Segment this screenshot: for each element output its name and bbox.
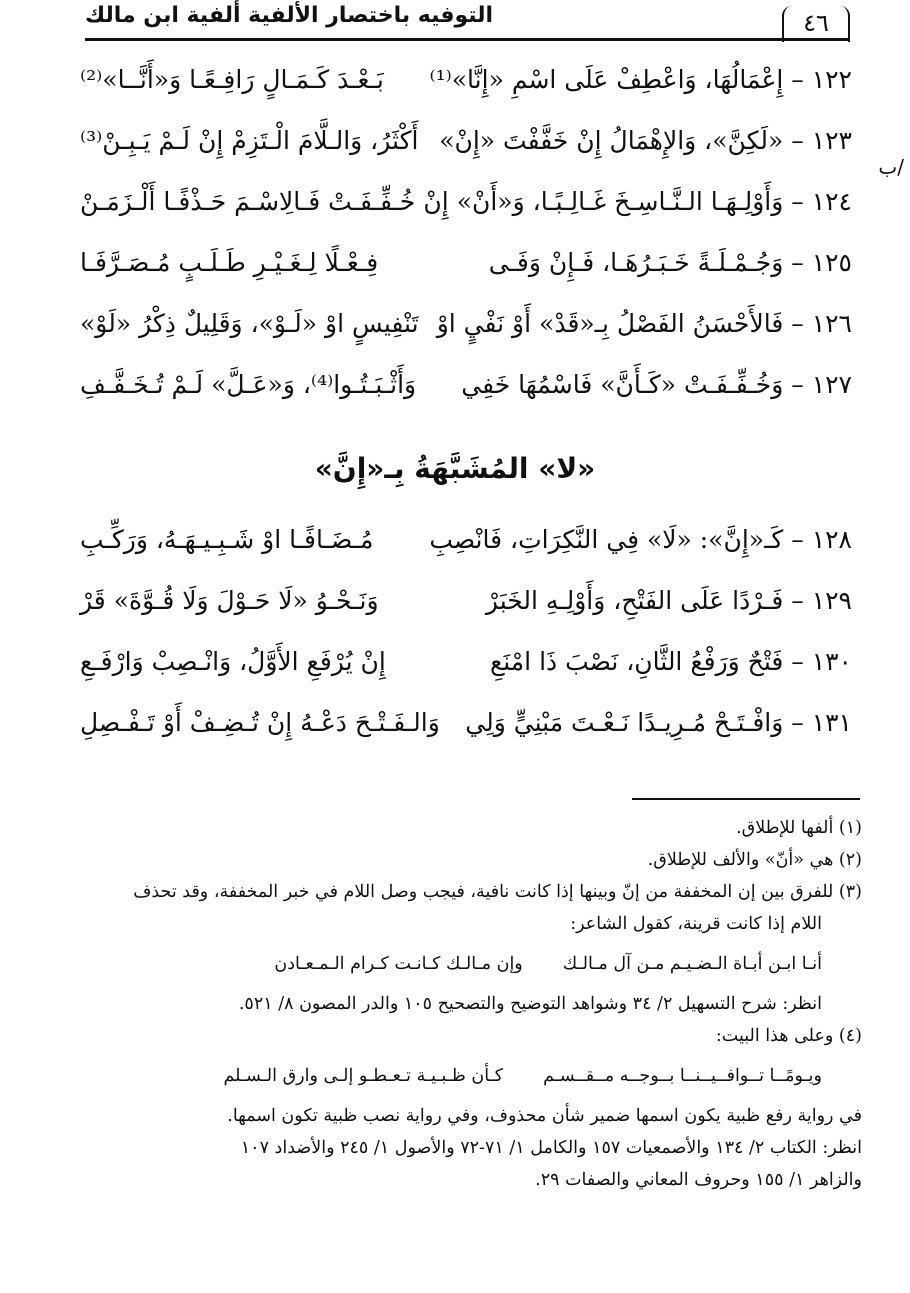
verse-second-hemistich: مُـضَـافًـا اوْ شَـبِـيـهَـهُ، وَرَكِّـبِ: [80, 525, 374, 554]
footnote-3-continuation: اللام إذا كانت قرينة، كقول الشاعر:: [570, 914, 822, 934]
running-title: التوفيه باختصار الألفية ألفية ابن مالك: [85, 3, 494, 28]
verse-second-hemistich: وَالـفَـتْـحَ دَعْـهُ إِنْ تُـضِـفْ أَوْ تَـفْـصِلِ: [80, 708, 440, 737]
verse-first-hemistich: ١٢٢ – إِعْمَالُهَا، وَاعْطِفْ عَلَى اسْمِ «إِنَّا»⁽¹⁾: [429, 65, 852, 94]
verse-second-hemistich: تَنْفِيسٍ اوْ «لَـوْ»، وَقَلِيلٌ ذِكْرُ «لَوْ»: [80, 309, 419, 338]
footnote-separator: [632, 798, 860, 800]
footnote-2: (٢) هي «أنّ» والألف للإطلاق.: [647, 850, 862, 870]
verse: [80, 632, 852, 693]
verses-part2: [80, 510, 852, 754]
verse-first-hemistich: ١٢٣ – «لَكِنَّ»، وَالإِهْمَالُ إِنْ خَفَّفْتَ «إِنْ»: [439, 126, 852, 155]
verse-first-hemistich: ١٢٩ – فَـرْدًا عَلَى الفَتْحِ، وَأَوْلِـهِ الخَبَرْ: [485, 586, 852, 615]
footnote-1: (١) ألفها للإطلاق.: [736, 818, 862, 838]
section-title: «لا» المُشَبَّهَةُ بِـ«إِنَّ»: [314, 452, 596, 485]
verse: [80, 111, 852, 172]
page-header: [85, 2, 850, 42]
verse: [80, 693, 852, 754]
verse-first-hemistich: ١٢٧ – وَخُـفِّـفَـتْ «كَـأَنَّ» فَاسْمُهَا خَفِي: [461, 370, 852, 399]
verse-first-hemistich: ١٢٦ – فَالأَحْسَنُ الفَصْلُ بِـ«قَدْ» أَوْ نَفْيٍ اوْ: [436, 309, 852, 338]
footnotes: [88, 812, 862, 1196]
margin-note: ب/: [878, 155, 904, 179]
verse-second-hemistich: إِنْ خُـفِّـفَـتْ فَـالِاسْـمَ حَـذْفًـا أَلْـزَمَـنْ: [80, 187, 449, 216]
poem-second-hemistich: وإن مـالـك كـانـت كـرام الـمـعـادن: [274, 954, 523, 974]
poem-second-hemistich: كـأن ظـبـيـة تـعـطـو إلـى وارق الـسـلم: [223, 1066, 504, 1086]
verse: [80, 50, 852, 111]
verse-second-hemistich: أَكْثَرُ، وَالـلَّامَ الْـتَزِمْ إِنْ لَـمْ يَـبِـنْ⁽³⁾: [80, 126, 419, 155]
verse: [80, 510, 852, 571]
verse: [80, 294, 852, 355]
verse: [80, 172, 852, 233]
verse-second-hemistich: وَنَـحْـوُ «لَا حَـوْلَ وَلَا قُـوَّةَ» قَرْ: [80, 586, 379, 615]
verse: [80, 233, 852, 294]
footnote-4-explanation: في رواية رفع ظبية يكون اسمها ضمير شأن محذوف، وفي رواية نصب ظبية تكون اسمها.: [227, 1106, 862, 1126]
verse-second-hemistich: بَـعْـدَ كَـمَـالٍ رَافِـعًـا وَ«أَنَّــا»⁽²⁾: [80, 65, 384, 94]
footnote-3-poem: [88, 948, 862, 980]
verse-second-hemistich: إِنْ يُرْفَعِ الأَوَّلُ، وَانْـصِبْ وَارْفَـعِ: [80, 647, 386, 676]
verse-first-hemistich: ١٢٨ – كَـ«إِنَّ»: «لَا» فِي النَّكِرَاتِ، فَانْصِبِ: [429, 525, 852, 554]
footnote-3-text: (٣) للفرق بين إن المخففة من إنّ وبينها إذا كانت نافية، فيجب وصل اللام في خبر المخففة، وقد تحذف: [133, 882, 862, 902]
poem-first-hemistich: ويـومًــا تــوافــيــنــا بــوجــه مــقــسـم: [543, 1066, 822, 1086]
footnote-3-reference: انظر: شرح التسهيل ٢/ ٣٤ وشواهد التوضيح والتصحيح ١٠٥ والدر المصون ٨/ ٥٢١.: [238, 994, 822, 1014]
header-rule: [85, 38, 850, 41]
footnote-4-poem: [88, 1060, 862, 1092]
poem-first-hemistich: أنـا ابـن أبـاة الـضـيـم مـن آل مـالـك: [562, 954, 822, 974]
verse-second-hemistich: وَأَثْـبَـتُـوا⁽⁴⁾، وَ«عَـلَّ» لَـمْ تُـخَـفَّـفِ: [80, 370, 417, 399]
verse-first-hemistich: ١٢٥ – وَجُـمْـلَـةً خَـبَـرُهَـا، فَـإِنْ وَفَـى: [488, 248, 852, 277]
page-number: ٤٦: [782, 6, 850, 42]
footnote-4-reference-continued: والزاهر ١/ ١٥٥ وحروف المعاني والصفات ٢٩.: [535, 1170, 862, 1190]
verse-first-hemistich: ١٣٠ – فَتْحٌ وَرَفْعُ الثَّانِ، نَصْبَ ذَا امْنَعِ: [489, 647, 852, 676]
verse-first-hemistich: ١٣١ – وَافْـتَـحْ مُـرِيـدًا نَـعْـتَ مَبْنِيٍّ وَلِي: [465, 708, 852, 737]
verse-first-hemistich: ١٢٤ – وَأَوْلِـهَـا الـنَّـاسِـخَ غَـالِـبًـا، وَ«أَنْ»: [456, 187, 852, 216]
verse-second-hemistich: فِـعْـلًا لِـغَـيْـرِ طَـلَـبٍ مُـصَـرَّفَـا: [80, 248, 379, 277]
verse: [80, 571, 852, 632]
footnote-4-text: (٤) وعلى هذا البيت:: [715, 1026, 862, 1046]
verses-part1: [80, 50, 852, 416]
verse: [80, 355, 852, 416]
footnote-4-reference: انظر: الكتاب ٢/ ١٣٤ والأصمعيات ١٥٧ والكامل ١/ ٧١-٧٢ والأصول ١/ ٢٤٥ والأضداد ١٠٧: [240, 1138, 862, 1158]
